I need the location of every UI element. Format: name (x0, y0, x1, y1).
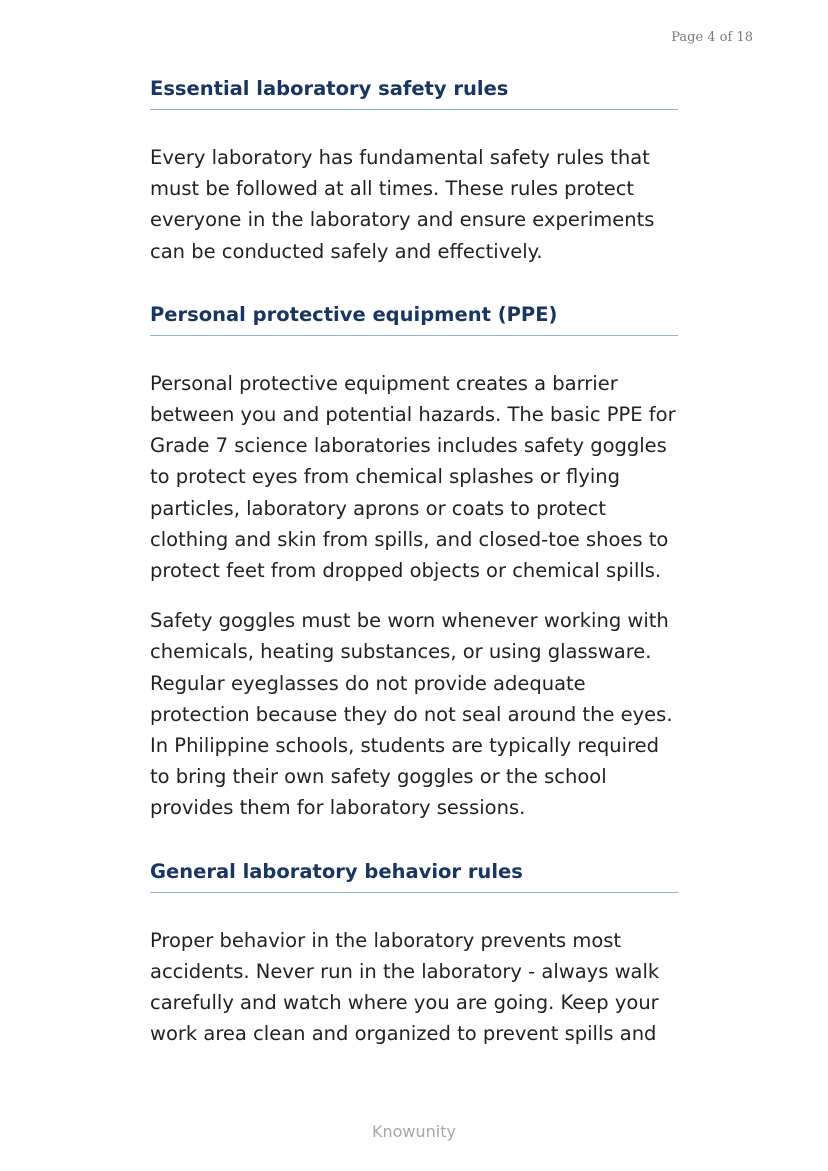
document-body (150, 74, 678, 1049)
section-essential-rules (150, 74, 678, 267)
section-heading: Essential laboratory safety rules (150, 74, 678, 110)
page-number: Page 4 of 18 (671, 30, 753, 45)
section-heading: Personal protective equipment (PPE) (150, 300, 678, 336)
paragraph: Every laboratory has fundamental safety rules that must be followed at all times. These rules protect everyone in the laboratory and ensure experiments can be conducted safely and effectively. (150, 146, 655, 263)
paragraph: Personal protective equipment creates a barrier between you and potential hazards. The basic PPE for Grade 7 science laboratories includes safety goggles to protect eyes from chemical splashes or flying particles, laboratory aprons or coats to protect clothing and skin from spills, and closed-toe shoes to protect feet from dropped objects or chemical spills. (150, 371, 676, 583)
paragraph: Safety goggles must be worn whenever working with chemicals, heating substances, or using glassware. Regular eyeglasses do not provide adequate protection because they do not seal around the eyes. In Philippine schools, students are typically required to bring their own safety goggles or the school provides them for laboratory sessions. (150, 609, 673, 820)
section-behavior-rules (150, 857, 678, 1050)
section-ppe (150, 300, 678, 824)
footer-brand: Knowunity (372, 1122, 456, 1141)
section-heading: General laboratory behavior rules (150, 857, 678, 893)
paragraph: Proper behavior in the laboratory prevents most accidents. Never run in the laboratory - always walk carefully and watch where you are going. Keep your work area clean and organized to prevent spills and (150, 928, 660, 1046)
